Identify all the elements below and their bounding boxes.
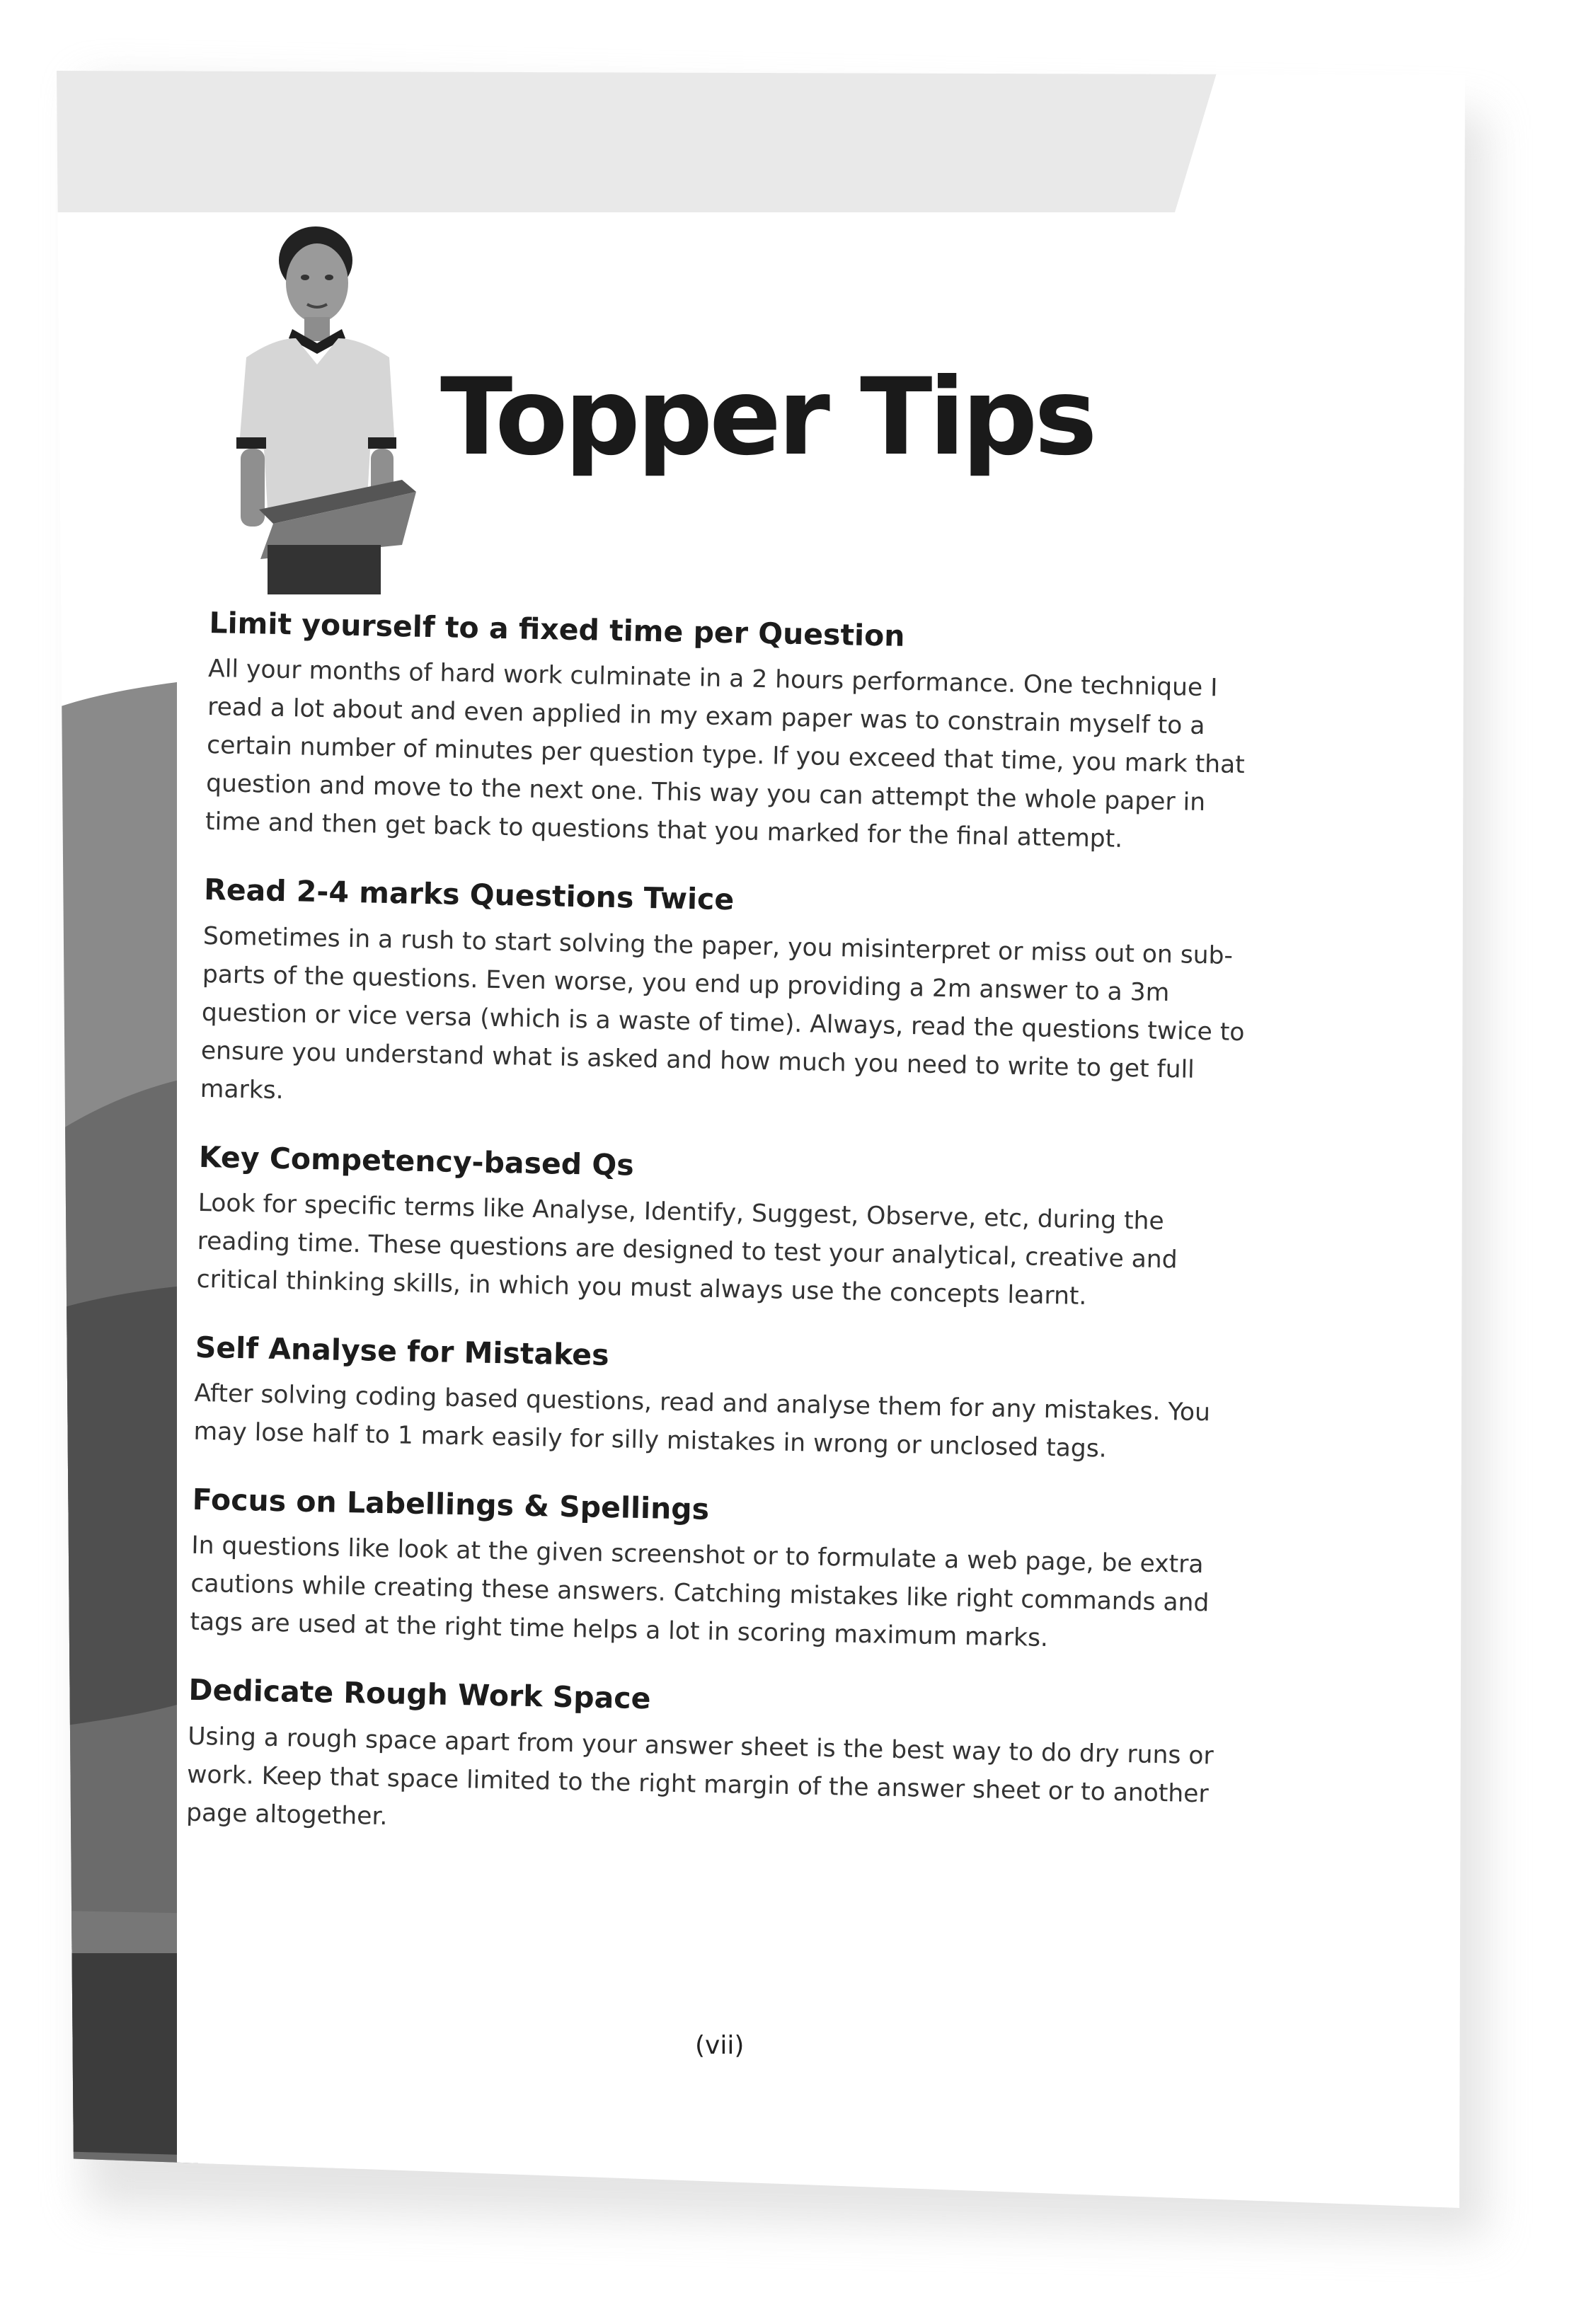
tip-section	[205, 605, 1271, 861]
student-with-laptop-image	[190, 212, 423, 594]
tip-heading: Key Competency-based Qs	[198, 1139, 635, 1183]
tips-list	[185, 605, 1271, 1883]
page-title: Topper Tips	[440, 356, 1094, 479]
tip-body: Look for specific terms like Analyse, Identify, Suggest, Observe, etc, during the reading time. These questions are designed to test your analytical, creative and critical thinking skills, in which you must always use the concepts learnt.	[196, 1188, 1178, 1311]
tip-body: All your months of hard work culminate in a 2 hours performance. One technique I read a lot about and even applied in my exam paper was to constrain myself to a certain number of minutes per question type. If you exceed that time, you mark that question and move to the next one. This way you can attempt the whole paper in time and then get back to questions that you marked for the final attempt.	[205, 655, 1246, 854]
tip-section	[196, 1139, 1260, 1318]
tip-heading: Limit yourself to a fixed time per Question	[209, 605, 905, 653]
tip-section	[190, 1482, 1254, 1662]
tip-heading: Focus on Labellings & Spellings	[192, 1482, 710, 1526]
tip-body: Sometimes in a rush to start solving the paper, you misinterpret or miss out on sub-parts of the questions. Even worse, you end up providing a 2m answer to a 3m question or vice versa (which is a waste of time). Always, read the questions twice to ensure you understand what is asked and how much you need to write to get full marks.	[200, 921, 1245, 1105]
tip-heading: Self Analyse for Mistakes	[195, 1330, 609, 1372]
tip-body: Using a rough space apart from your answer sheet is the best way to do dry runs or work. Keep that space limited to the right margin of the answer sheet or to another page altogether.	[185, 1722, 1214, 1831]
tip-body: In questions like look at the given screenshot or to formulate a web page, be extra cautions while creating these answers. Catching mistakes like right commands and tags are used at the right time helps a lot in scoring maximum marks.	[190, 1531, 1210, 1653]
tip-section	[193, 1330, 1257, 1471]
top-grey-band	[57, 71, 1217, 212]
tip-heading: Read 2-4 marks Questions Twice	[203, 873, 735, 917]
tip-section	[200, 872, 1265, 1128]
page-number: (vii)	[695, 2031, 745, 2060]
tip-body: After solving coding based questions, read and analyse them for any mistakes. You may lose half to 1 mark easily for silly mistakes in wrong or unclosed tags.	[193, 1379, 1211, 1463]
tip-heading: Dedicate Rough Work Space	[188, 1672, 651, 1716]
tip-section	[186, 1672, 1251, 1852]
